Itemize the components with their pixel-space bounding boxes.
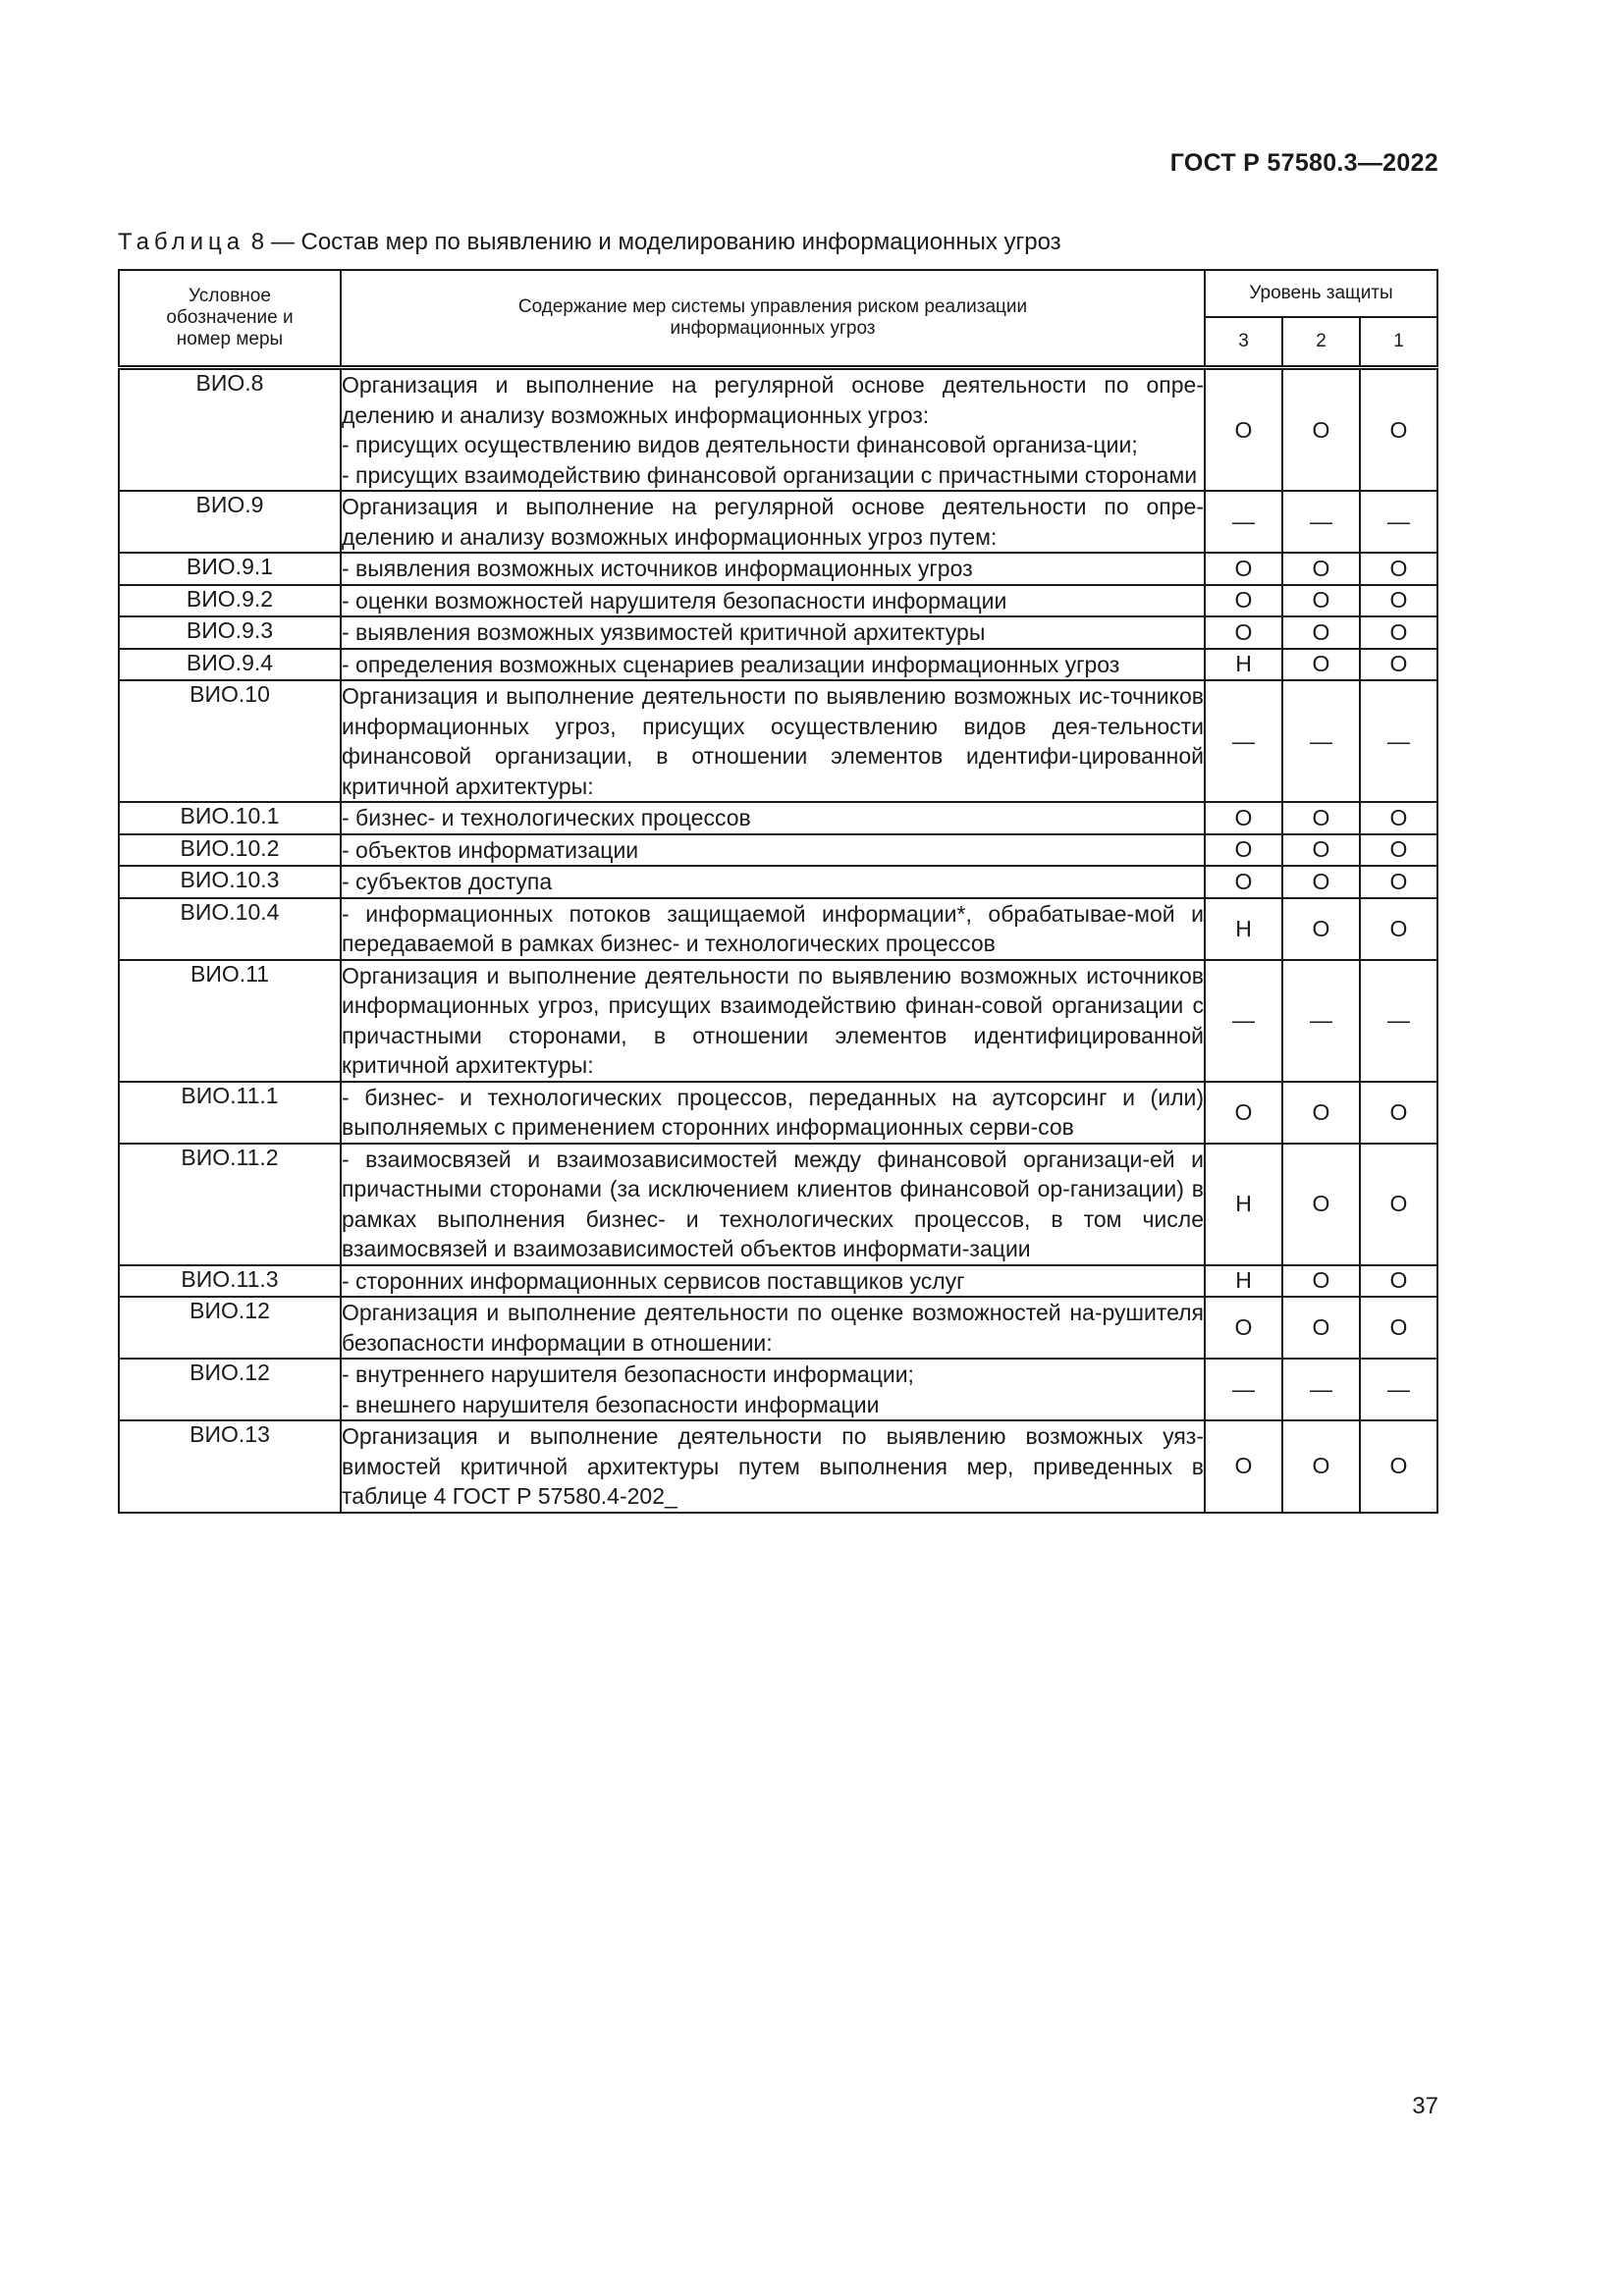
table-row (119, 680, 1437, 802)
value-level-1: О (1360, 802, 1437, 834)
measure-code: ВИО.12 (119, 1297, 341, 1359)
measure-description (341, 680, 1205, 802)
value-level-3: О (1205, 1297, 1282, 1359)
value-level-1: О (1360, 898, 1437, 960)
value-level-3: О (1205, 553, 1282, 585)
value-level-2: О (1282, 553, 1360, 585)
measure-code: ВИО.9 (119, 491, 341, 553)
document-code: ГОСТ Р 57580.3—2022 (1169, 149, 1438, 177)
table-row (119, 898, 1437, 960)
value-level-3: О (1205, 616, 1282, 649)
value-level-1: — (1360, 960, 1437, 1082)
value-level-2: О (1282, 649, 1360, 681)
description-line: - информационных потоков защищаемой информации*, обрабатывае-мой и передаваемой в рамках бизнес- и технологических процессов (342, 900, 1204, 956)
value-level-1: О (1360, 368, 1437, 492)
value-level-3: — (1205, 1359, 1282, 1420)
value-level-1: О (1360, 1297, 1437, 1359)
measure-code: ВИО.10.2 (119, 834, 341, 867)
value-level-3: О (1205, 1420, 1282, 1513)
measure-description (341, 802, 1205, 834)
measure-description (341, 1082, 1205, 1144)
measure-description (341, 649, 1205, 681)
value-level-1: О (1360, 616, 1437, 649)
description-line: - субъектов доступа (342, 869, 553, 894)
value-level-3: О (1205, 368, 1282, 492)
value-level-1: О (1360, 553, 1437, 585)
measure-description (341, 368, 1205, 492)
value-level-2: — (1282, 1359, 1360, 1420)
header-level-2: 2 (1282, 317, 1360, 368)
table-caption (118, 229, 1061, 256)
description-line: - определения возможных сценариев реализации информационных угроз (342, 651, 1120, 677)
header-level-1: 1 (1360, 317, 1437, 368)
value-level-3: — (1205, 960, 1282, 1082)
measure-description (341, 834, 1205, 867)
value-level-2: О (1282, 616, 1360, 649)
table-row (119, 1082, 1437, 1144)
value-level-2: О (1282, 802, 1360, 834)
value-level-2: О (1282, 368, 1360, 492)
page-number: 37 (1412, 2093, 1438, 2119)
measure-code: ВИО.11.3 (119, 1265, 341, 1298)
description-line: - бизнес- и технологических процессов (342, 805, 751, 830)
value-level-2: О (1282, 834, 1360, 867)
table-row (119, 1359, 1437, 1420)
value-level-2: О (1282, 866, 1360, 898)
value-level-2: О (1282, 1420, 1360, 1513)
measure-description (341, 1265, 1205, 1298)
table-row (119, 368, 1437, 492)
value-level-3: Н (1205, 1144, 1282, 1265)
table-row (119, 834, 1437, 867)
description-line: - внешнего нарушителя безопасности информации (342, 1391, 880, 1417)
description-line: - оценки возможностей нарушителя безопасности информации (342, 587, 1007, 614)
description-line: - бизнес- и технологических процессов, переданных на аутсорсинг и (или) выполняемых с применением сторонних информационных серви-сов (342, 1084, 1204, 1140)
header-level-3: 3 (1205, 317, 1282, 368)
measure-code: ВИО.9.3 (119, 616, 341, 649)
value-level-1: О (1360, 585, 1437, 617)
table-row (119, 585, 1437, 617)
measure-description (341, 898, 1205, 960)
value-level-1: О (1360, 834, 1437, 867)
table-row (119, 1420, 1437, 1513)
value-level-3: — (1205, 491, 1282, 553)
description-line: Организация и выполнение деятельности по выявлению возможных источников информационных угроз, присущих взаимодействию финан-совой организации с причастными сторонами, в отношении элементов идентифицированной критичной архитектуры: (342, 962, 1204, 1078)
value-level-1: — (1360, 491, 1437, 553)
value-level-2: О (1282, 1265, 1360, 1298)
caption-label: Таблица (118, 229, 245, 255)
measure-code: ВИО.11.1 (119, 1082, 341, 1144)
measures-table (118, 269, 1438, 1514)
table-row (119, 1265, 1437, 1298)
measure-code: ВИО.13 (119, 1420, 341, 1513)
measure-code: ВИО.9.1 (119, 553, 341, 585)
table-row (119, 649, 1437, 681)
header-code: Условное обозначение и номер меры (119, 270, 341, 368)
value-level-1: О (1360, 1082, 1437, 1144)
description-line: - присущих взаимодействию финансовой организации с причастными сторонами (342, 461, 1198, 488)
description-line: - внутреннего нарушителя безопасности информации; (342, 1362, 914, 1387)
table-row (119, 1297, 1437, 1359)
value-level-3: Н (1205, 898, 1282, 960)
value-level-1: О (1360, 1265, 1437, 1298)
measure-code: ВИО.8 (119, 368, 341, 492)
description-line: - присущих осуществлению видов деятельности финансовой организа-ции; (342, 432, 1138, 457)
measure-description (341, 960, 1205, 1082)
value-level-1: О (1360, 866, 1437, 898)
description-line: Организация и выполнение на регулярной основе деятельности по опре-делению и анализу возможных информационных угроз путем: (342, 494, 1204, 550)
measure-description (341, 866, 1205, 898)
value-level-3: О (1205, 802, 1282, 834)
description-line: Организация и выполнение деятельности по оценке возможностей на-рушителя безопасности информации в отношении: (342, 1300, 1204, 1356)
measure-code: ВИО.11.2 (119, 1144, 341, 1265)
value-level-3: О (1205, 585, 1282, 617)
value-level-2: О (1282, 898, 1360, 960)
header-description: Содержание мер системы управления риском реализации информационных угроз (341, 270, 1205, 368)
value-level-1: — (1360, 680, 1437, 802)
table-row (119, 802, 1437, 834)
measure-description (341, 1420, 1205, 1513)
value-level-2: О (1282, 1144, 1360, 1265)
value-level-3: Н (1205, 649, 1282, 681)
header-protection-level: Уровень защиты (1205, 270, 1437, 317)
measure-description (341, 1297, 1205, 1359)
value-level-3: О (1205, 1082, 1282, 1144)
description-line: Организация и выполнение деятельности по выявлению возможных ис-точников информационных угроз, присущих осуществлению видов дея-тельности финансовой организации, в отношении элементов идентифи-цированной критичной архитектуры: (342, 683, 1204, 799)
description-line: Организация и выполнение деятельности по выявлению возможных уяз-вимостей критичной архитектуры путем выполнения мер, приведенных в таблице 4 ГОСТ Р 57580.4-202_ (342, 1423, 1204, 1509)
value-level-1: — (1360, 1359, 1437, 1420)
measure-description (341, 1359, 1205, 1420)
measure-description (341, 1144, 1205, 1265)
table-row (119, 491, 1437, 553)
description-line: Организация и выполнение на регулярной основе деятельности по опре-делению и анализу возможных информационных угроз: (342, 372, 1204, 428)
table-row (119, 616, 1437, 649)
measure-description (341, 585, 1205, 617)
description-line: - выявления возможных источников информационных угроз (342, 556, 973, 581)
value-level-2: О (1282, 1297, 1360, 1359)
measure-code: ВИО.10.3 (119, 866, 341, 898)
measure-code: ВИО.10 (119, 680, 341, 802)
measure-description (341, 616, 1205, 649)
measure-description (341, 491, 1205, 553)
value-level-1: О (1360, 1420, 1437, 1513)
table-row (119, 960, 1437, 1082)
description-line: - объектов информатизации (342, 836, 639, 863)
measure-code: ВИО.9.2 (119, 585, 341, 617)
value-level-2: О (1282, 1082, 1360, 1144)
caption-number: 8 (250, 229, 265, 255)
table-row (119, 553, 1437, 585)
value-level-1: О (1360, 649, 1437, 681)
description-line: - выявления возможных уязвимостей критичной архитектуры (342, 619, 986, 645)
value-level-2: — (1282, 680, 1360, 802)
table-row (119, 1144, 1437, 1265)
measure-code: ВИО.10.4 (119, 898, 341, 960)
caption-text: — Состав мер по выявлению и моделированию информационных угроз (270, 229, 1061, 255)
description-line: - сторонних информационных сервисов поставщиков услуг (342, 1267, 965, 1294)
measure-code: ВИО.9.4 (119, 649, 341, 681)
value-level-2: — (1282, 491, 1360, 553)
value-level-2: — (1282, 960, 1360, 1082)
table-body (119, 368, 1437, 1513)
table-row (119, 866, 1437, 898)
measure-code: ВИО.11 (119, 960, 341, 1082)
value-level-1: О (1360, 1144, 1437, 1265)
value-level-3: О (1205, 866, 1282, 898)
value-level-2: О (1282, 585, 1360, 617)
measure-description (341, 553, 1205, 585)
value-level-3: Н (1205, 1265, 1282, 1298)
description-line: - взаимосвязей и взаимозависимостей между финансовой организаци-ей и причастными сторонами (за исключением клиентов финансовой ор-ганизации) в рамках выполнения бизнес- и технологических процессов, в том числе взаимосвязей и взаимозависимостей объектов информати-зации (342, 1146, 1204, 1261)
value-level-3: О (1205, 834, 1282, 867)
measure-code: ВИО.12 (119, 1359, 341, 1420)
measure-code: ВИО.10.1 (119, 802, 341, 834)
value-level-3: — (1205, 680, 1282, 802)
